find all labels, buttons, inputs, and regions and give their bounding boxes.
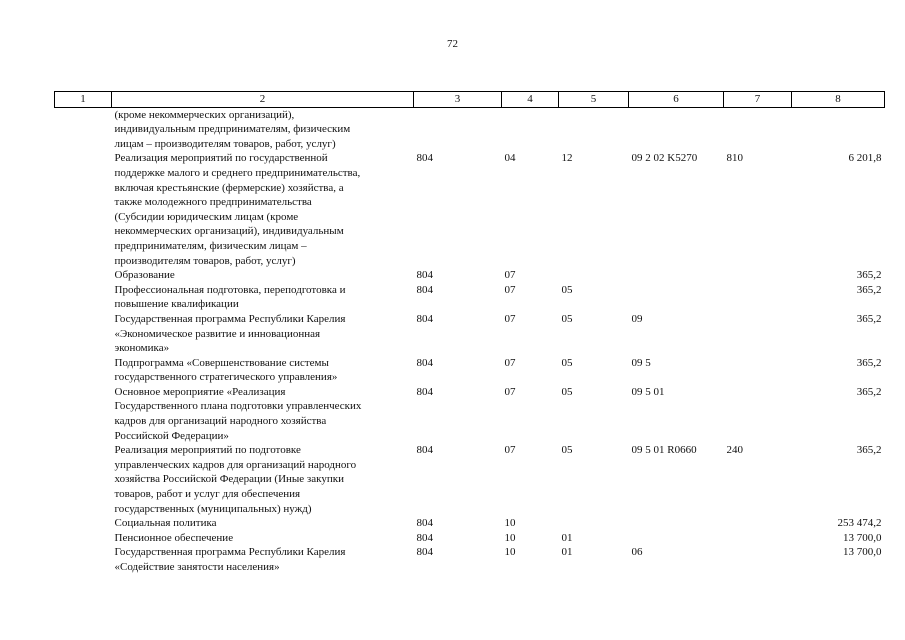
row-target-code (629, 531, 724, 546)
row-target-code (629, 283, 724, 312)
row-number-cell (55, 385, 112, 443)
page-number: 72 (447, 38, 458, 50)
table-row (55, 151, 885, 268)
row-name: Образование (114, 269, 175, 282)
row-grbs-code: 804 (416, 385, 433, 398)
row-target-code (629, 107, 724, 151)
row-grbs-code: 804 (416, 531, 433, 544)
row-section-code: 10 (504, 546, 516, 559)
row-section-code: 07 (504, 444, 516, 457)
row-expense-type-code (724, 356, 792, 385)
row-subsection-code (559, 516, 629, 531)
row-name: Профессиональная подготовка, переподготовка и повышение квалификации (114, 283, 346, 311)
row-target-code: 09 2 02 K5270 (631, 152, 698, 165)
row-amount: 6 201,8 (848, 152, 882, 165)
row-target-code: 09 5 01 (631, 385, 665, 398)
row-name: Реализация мероприятий по подготовке управленческих кадров для организаций народного хозяйства Российской Федерации (Иные закупки товаров, работ и услуг для обеспечения государственных (муниципальных) нужд) (114, 444, 357, 515)
column-header: 8 (792, 92, 885, 108)
row-target-code: 09 (631, 312, 643, 325)
row-expense-type-code: 240 (726, 444, 743, 457)
row-expense-type-code (724, 516, 792, 531)
table-row (55, 516, 885, 531)
row-subsection-code: 01 (561, 546, 573, 559)
column-header: 6 (629, 92, 724, 108)
row-expense-type-code (724, 531, 792, 546)
row-expense-type-code (724, 268, 792, 283)
row-subsection-code (559, 268, 629, 283)
row-grbs-code: 804 (416, 152, 433, 165)
table-row (55, 312, 885, 356)
row-number-cell (55, 356, 112, 385)
row-amount: 365,2 (856, 269, 882, 282)
row-section-code: 10 (504, 517, 516, 530)
table-row (55, 531, 885, 546)
column-number-row (55, 92, 885, 108)
row-number-cell (55, 516, 112, 531)
row-section-code: 07 (504, 312, 516, 325)
table-row (55, 385, 885, 443)
row-name: (кроме некоммерческих организаций), индивидуальным предпринимателям, физическим лицам – производителям товаров, работ, услуг) (114, 108, 351, 150)
row-number-cell (55, 151, 112, 268)
row-subsection-code: 05 (561, 283, 573, 296)
table-row (55, 107, 885, 151)
table-row (55, 356, 885, 385)
row-section-code: 04 (504, 152, 516, 165)
row-expense-type-code (724, 107, 792, 151)
row-name: Пенсионное обеспечение (114, 531, 234, 544)
row-subsection-code: 05 (561, 356, 573, 369)
row-expense-type-code (724, 312, 792, 356)
column-header: 7 (724, 92, 792, 108)
row-target-code: 09 5 (631, 356, 651, 369)
row-expense-type-code: 810 (726, 152, 743, 165)
row-target-code (629, 516, 724, 531)
table-row (55, 268, 885, 283)
row-target-code (629, 268, 724, 283)
row-section-code (502, 107, 559, 151)
row-number-cell (55, 545, 112, 574)
budget-table (54, 91, 885, 575)
row-number-cell (55, 531, 112, 546)
row-section-code: 10 (504, 531, 516, 544)
row-grbs-code: 804 (416, 517, 433, 530)
column-header: 2 (112, 92, 414, 108)
row-grbs-code: 804 (416, 546, 433, 559)
row-amount: 365,2 (856, 283, 882, 296)
row-section-code: 07 (504, 356, 516, 369)
row-expense-type-code (724, 545, 792, 574)
table-row (55, 283, 885, 312)
row-name: Реализация мероприятий по государственной поддержке малого и среднего предпринимательства, включая крестьянские (фермерские) хозяйства, а также молодежного предпринимательства (Субсидии юридическим лицам (кроме некоммерческих организаций), индивидуальным предпринимателям, физическим лицам – производителям товаров, работ, услуг) (114, 152, 361, 267)
row-amount: 13 700,0 (843, 531, 882, 544)
column-header: 3 (414, 92, 502, 108)
row-expense-type-code (724, 283, 792, 312)
row-subsection-code: 01 (561, 531, 573, 544)
row-name: Государственная программа Республики Карелия «Содействие занятости населения» (114, 546, 346, 573)
row-name: Подпрограмма «Совершенствование системы государственного стратегического управления» (114, 356, 338, 384)
row-amount: 13 700,0 (843, 546, 882, 559)
row-number-cell (55, 283, 112, 312)
row-grbs-code: 804 (416, 356, 433, 369)
row-number-cell (55, 107, 112, 151)
table-row (55, 443, 885, 516)
row-amount: 253 474,2 (837, 517, 882, 530)
row-number-cell (55, 443, 112, 516)
row-grbs-code: 804 (416, 312, 433, 325)
row-target-code: 09 5 01 R0660 (631, 444, 697, 457)
row-target-code: 06 (631, 546, 643, 559)
row-subsection-code: 12 (561, 152, 573, 165)
row-expense-type-code (724, 385, 792, 443)
row-grbs-code (414, 107, 502, 151)
row-subsection-code: 05 (561, 312, 573, 325)
table-body (55, 107, 885, 575)
table-row (55, 545, 885, 574)
row-section-code: 07 (504, 269, 516, 282)
row-amount: 365,2 (856, 444, 882, 457)
row-number-cell (55, 312, 112, 356)
row-grbs-code: 804 (416, 269, 433, 282)
row-amount (792, 107, 885, 151)
row-name: Социальная политика (114, 517, 217, 530)
row-grbs-code: 804 (416, 444, 433, 457)
column-header: 1 (55, 92, 112, 108)
row-name: Основное мероприятие «Реализация Государственного плана подготовки управленческих кадров для организаций народного хозяйства Российской Федерации» (114, 385, 362, 442)
row-name: Государственная программа Республики Карелия «Экономическое развитие и инновационная экономика» (114, 312, 346, 355)
row-amount: 365,2 (856, 385, 882, 398)
row-number-cell (55, 268, 112, 283)
row-section-code: 07 (504, 385, 516, 398)
row-amount: 365,2 (856, 356, 882, 369)
row-section-code: 07 (504, 283, 516, 296)
row-amount: 365,2 (856, 312, 882, 325)
row-subsection-code (559, 107, 629, 151)
row-subsection-code: 05 (561, 385, 573, 398)
row-grbs-code: 804 (416, 283, 433, 296)
column-header: 4 (502, 92, 559, 108)
row-subsection-code: 05 (561, 444, 573, 457)
column-header: 5 (559, 92, 629, 108)
